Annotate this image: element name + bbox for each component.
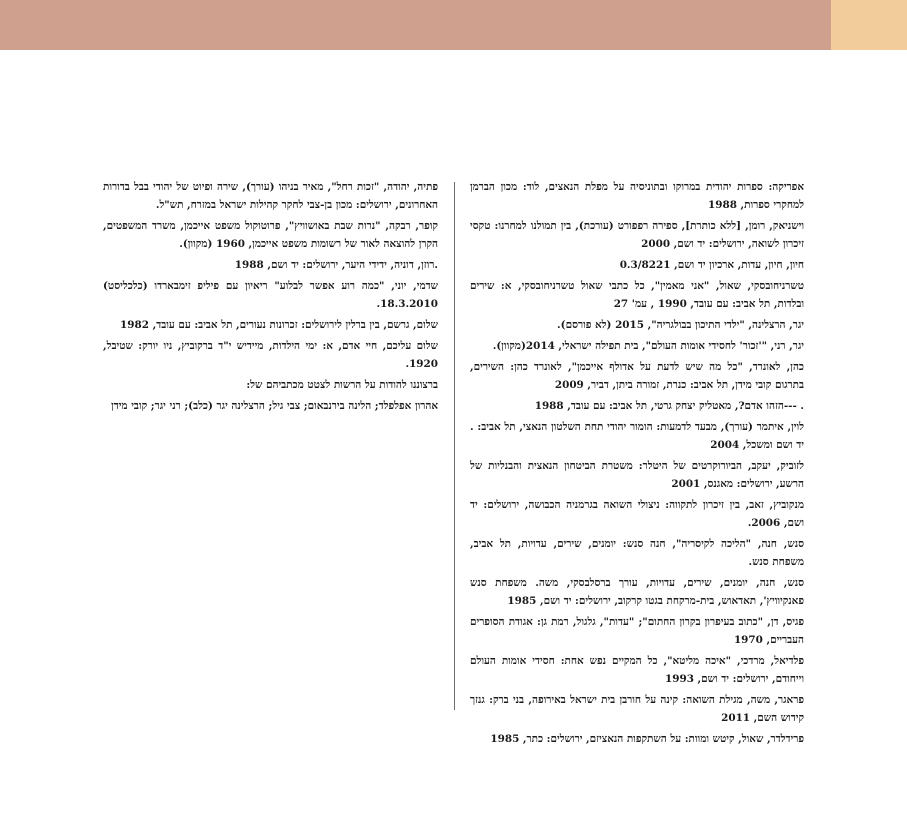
column-divider [454, 182, 455, 710]
bibliography-entry: שלום, גרשם, בין ברלין לירושלים: זכרונות נעורים, תל אביב: עם עובד, 1982 [120, 319, 438, 331]
bibliography-entry: פראגר, משה, מגילת השואה: קינה על חורבן בית ישראל באירופה, בני ברק: גנזך קידוש השם, 2011 [470, 694, 804, 724]
bibliography-entry: קופר, רבקה, "נרות שבת באושוויץ", פרוטוקול משפט אייכמן, משרד המשפטים, הקרן להוצאה לאור של רשומות משפט אייכמן, 1960 (מקוון). [103, 220, 438, 250]
bibliography-entry: יגר, הרצלינה, "ילדי התיכון בבולגריה", 2015 (לא פורסם). [557, 319, 804, 331]
header-band [0, 0, 831, 50]
bibliography-entry: .רוזן, דוניה, ידידי היער, ירושלים: יד ושם, 1988 [234, 259, 438, 271]
bibliography-entry: לזוביק, יעקב, הביורוקרטים של היטלר: משטרת הביטחון הנאצית והבנליות של הרשע, ירושלים: מאגנס, 2001 [470, 460, 804, 490]
bibliography-column-left [103, 178, 438, 418]
bibliography-entry: חיון, חיון, עדות, ארכיון יד ושם, 0.3/8221 [619, 259, 804, 271]
bibliography-entry: פגיס, דן, "כתוב בעיפרון בקרון החתום"; "עדות", גלגול, רמת גן: אגודת הסופרים העבריים, 1970 [470, 616, 804, 646]
bibliography-entry: טשרניחובסקי, שאול, "אני מאמין", כל כתבי שאול טשרניחובסקי, א: שירים ובלדות, תל אביב: עם עובד, 1990 , עמ' 27 [470, 280, 804, 310]
acknowledgment-heading: ברצוננו להודות על הרשות לצטט מכתביהם של: [246, 379, 438, 391]
bibliography-entry: שדמי, יוני, "כמה רוע אפשר לבלוע" ריאיון עם פיליפ זימבארדו (כלכליסט) 18.3.2010. [103, 280, 438, 310]
bibliography-entry: פרידלדר, שאול, קיטש ומוות: על השתקפות הנאציזם, ירושלים: כתר, 1985 [490, 733, 804, 745]
bibliography-entry: שלום עליכם, חיי אדם, א: ימי הילדות, מיידיש י"ד ברקוביץ, ניו יורק: שטיבל, 1920. [103, 340, 438, 370]
bibliography-entry: כהן, לאונרד, "כל מה שיש לדעת על אדולף אייכמן", לאונרד כהן: השירים, בתרגום קובי מידן, תל אביב: כנרת, זמורה ביתן, דביר, 2009 [470, 361, 804, 391]
bibliography-entry: אפריקה: ספרות יהודית במרוקו ובתוניסיה על מפלת הנאצים, לוד: מכון הברמן למחקרי ספרות, 1988 [470, 181, 804, 211]
bibliography-entry: יגר, רני, "'זכור' לחסידי אומות העולם", בית תפילה ישראלי, 2014(מקוון). [492, 340, 804, 352]
bibliography-entry: וישניאק, רומן, [ללא כותרת], ספירה רפפורט (עורכת), בין תמולנו למחרנו: טקסי זיכרון לשואה, ירושלים: יד ושם, 2000 [470, 220, 804, 250]
bibliography-entry: לוין, איתמר (עורך), מבעד לדמעות: הומור יהודי תחת השלטון הנאצי, תל אביב: . יד ושם ומשכל, 2004 [470, 421, 804, 451]
bibliography-entry: מנקוביץ, זאב, בין זיכרון לתקווה: ניצולי השואה בגרמניה הכבושה, ירושלים: יד ושם, 2006. [470, 499, 804, 529]
bibliography-entry: פלדיאל, מרדכי, "איכה מליטא", כל המקיים נפש אחת: חסידי אומות העולם וייחודם, ירושלים: יד ושם, 1993 [470, 655, 804, 685]
bibliography-entry: סנש, חנה, יומנים, שירים, עדויות, עורך ברסלבסקי, משה. משפחת סנש פאנקיוויץ', תאדאוש, בית-מרקחת בגטו קרקוב, ירושלים: יד ושם, 1985 [470, 577, 804, 607]
acknowledgment-names: אהרון אפלפלד; הלינה בירנבאום; צבי גיל; הרצלינה יגר (כלב); רני יגר; קובי מידן [111, 400, 438, 412]
bibliography-entry: . ---הזהו אדם?, מאטליק יצחק גרטי, תל אביב: עם עובד, 1988 [534, 400, 804, 412]
bibliography-entry: סנש, חנה, "הליכה לקיסריה", חנה סנש: יומנים, שירים, עדויות, תל אביב, משפחת סנש. [470, 538, 804, 568]
bibliography-entry: פתיה, יהודה, "זכות רחל", מאיר בניהו (עורך), שירה ופיוט של יהודי בבל בדורות האחרונים, ירושלים: מכון בן-צבי לחקר קהילות ישראל במזרח, תש"ל. [103, 181, 438, 211]
bibliography-column-right [470, 178, 804, 751]
header-accent [831, 0, 907, 50]
